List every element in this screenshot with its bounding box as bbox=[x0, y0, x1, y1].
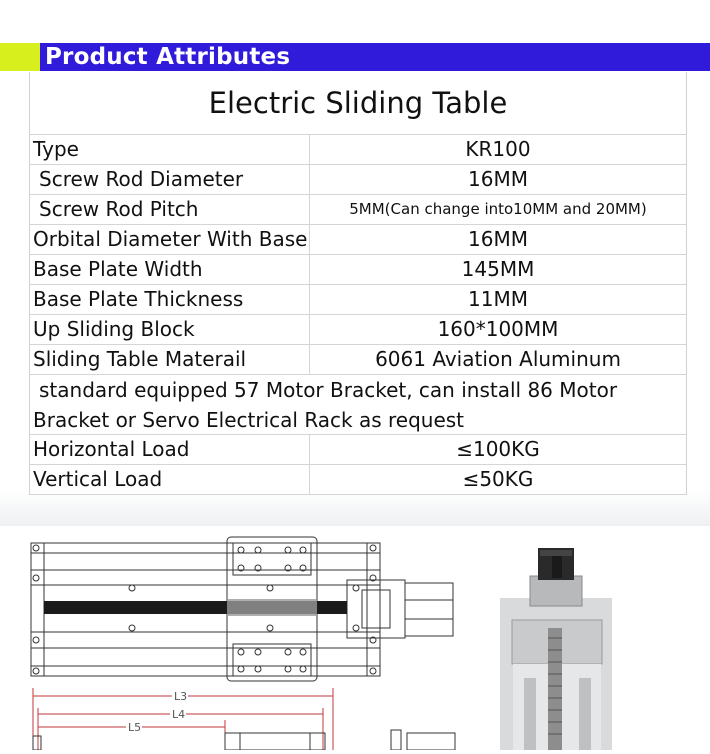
spec-row-base-plate-width bbox=[30, 255, 686, 285]
section-header-bar bbox=[0, 43, 710, 73]
spec-value: 145MM bbox=[461, 257, 535, 281]
spec-table bbox=[29, 72, 687, 495]
header-accent-block bbox=[0, 43, 40, 71]
spec-key: Orbital Diameter With Base bbox=[30, 225, 310, 254]
spec-note-line: Bracket or Servo Electrical Rack as request bbox=[33, 408, 465, 432]
spec-row-material bbox=[30, 345, 686, 375]
spec-value: 16MM bbox=[468, 227, 528, 251]
spec-row-screw-rod-diameter bbox=[30, 165, 686, 195]
spec-key: Screw Rod Diameter bbox=[30, 165, 310, 194]
technical-drawing bbox=[0, 528, 710, 750]
spec-row-up-sliding-block bbox=[30, 315, 686, 345]
spec-value: 6061 Aviation Aluminum bbox=[375, 347, 621, 371]
spec-key: Base Plate Thickness bbox=[30, 285, 310, 314]
spec-key: Type bbox=[30, 135, 310, 164]
dimension-label-l5: L5 bbox=[128, 721, 142, 734]
spec-key: Screw Rod Pitch bbox=[30, 195, 310, 224]
spec-key: Up Sliding Block bbox=[30, 315, 310, 344]
spec-value: ≤50KG bbox=[462, 467, 534, 491]
spec-key: Base Plate Width bbox=[30, 255, 310, 284]
spec-key: Vertical Load bbox=[30, 465, 310, 494]
dimension-label-l3: L3 bbox=[174, 690, 188, 703]
spec-value: ≤100KG bbox=[456, 437, 540, 461]
spec-note-line: standard equipped 57 Motor Bracket, can install 86 Motor bbox=[39, 378, 618, 402]
side-view-drawing bbox=[33, 730, 455, 750]
spec-value: KR100 bbox=[465, 137, 531, 161]
spec-value: 160*100MM bbox=[437, 317, 559, 341]
spec-note bbox=[30, 375, 686, 434]
spec-row-orbital-diameter bbox=[30, 225, 686, 255]
spec-key: Horizontal Load bbox=[30, 435, 310, 464]
screw-nut bbox=[227, 599, 317, 616]
spec-value: 5MM(Can change into10MM and 20MM) bbox=[349, 200, 647, 218]
spec-row-note bbox=[30, 375, 686, 435]
spec-value: 16MM bbox=[468, 167, 528, 191]
spec-row-vertical-load bbox=[30, 465, 686, 495]
spec-row-base-plate-thickness bbox=[30, 285, 686, 315]
dimension-label-l4: L4 bbox=[172, 708, 186, 721]
spec-row-type bbox=[30, 135, 686, 165]
technical-drawing-area bbox=[0, 528, 710, 750]
spec-value: 11MM bbox=[468, 287, 528, 311]
spec-key: Sliding Table Materail bbox=[30, 345, 310, 374]
spec-row-screw-rod-pitch bbox=[30, 195, 686, 225]
section-title: Product Attributes bbox=[45, 44, 291, 70]
spec-table-title: Electric Sliding Table bbox=[30, 72, 686, 135]
spec-row-horizontal-load bbox=[30, 435, 686, 465]
product-photo bbox=[500, 548, 612, 750]
